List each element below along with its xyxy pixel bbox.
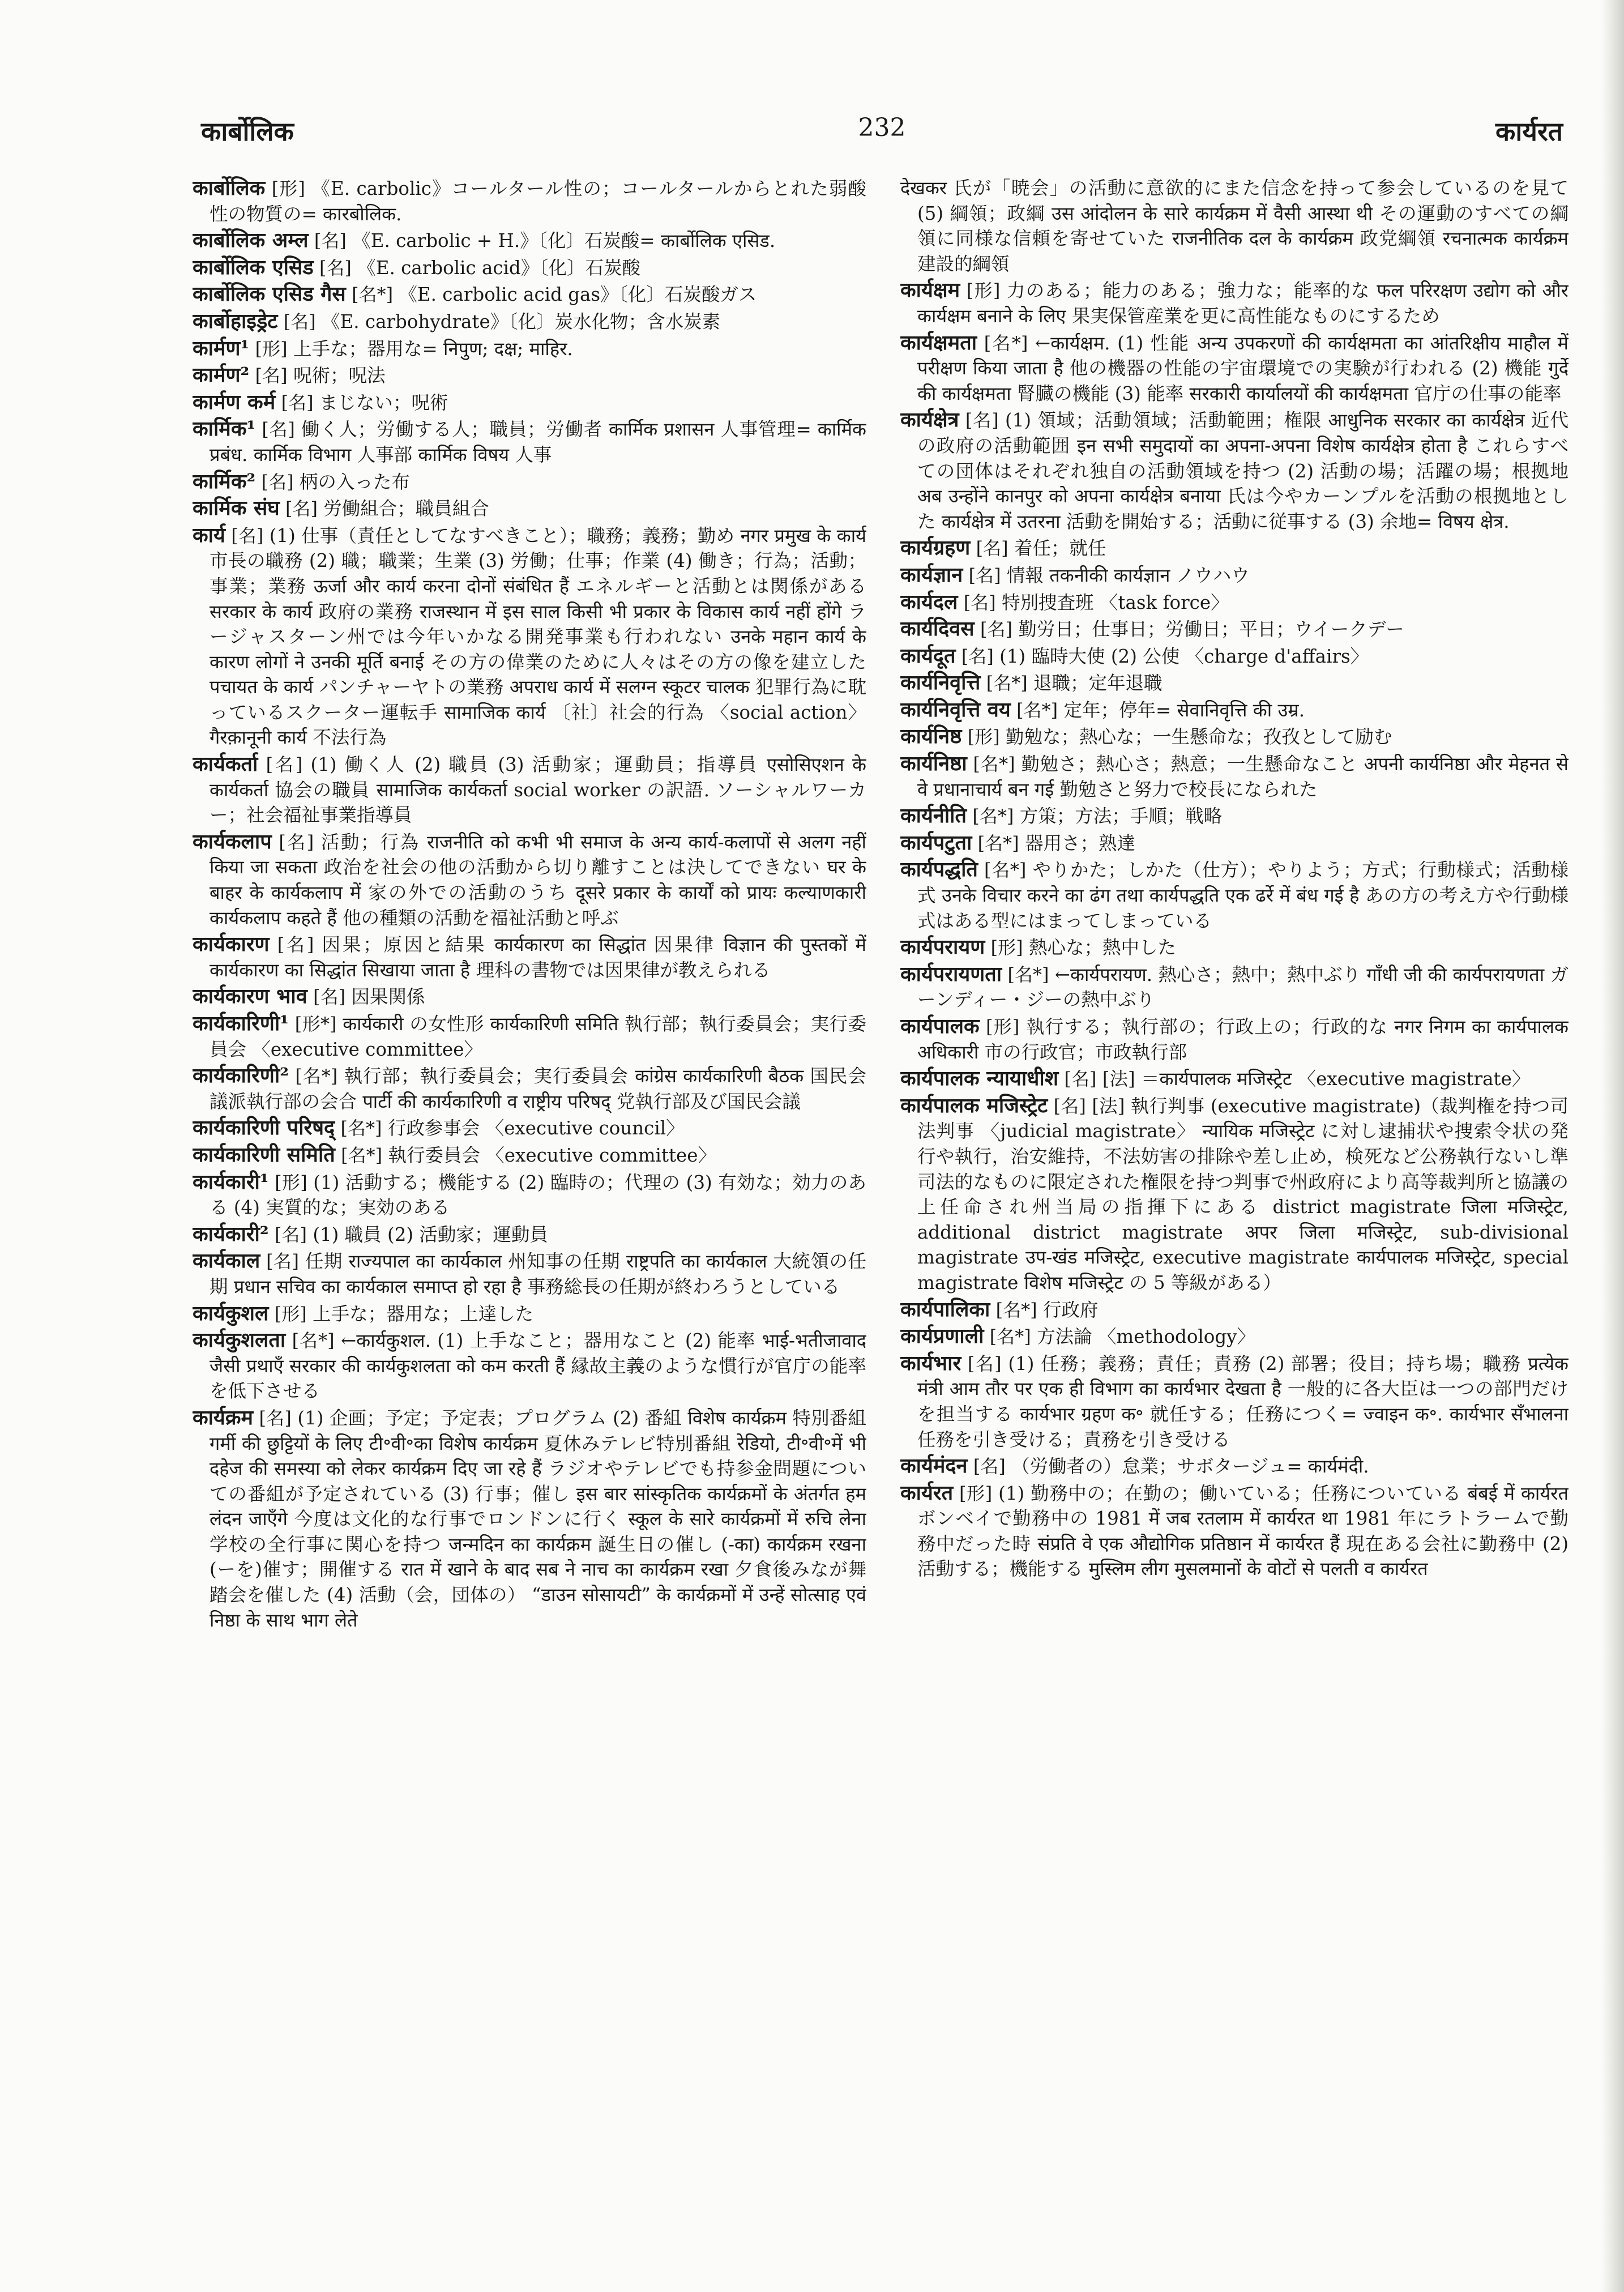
entry-definition: （労働者の）怠業；サボタージュ= कार्यमंदी.	[1011, 1456, 1369, 1478]
dictionary-entry	[193, 309, 866, 335]
dictionary-entry	[193, 496, 866, 522]
entry-headword: कार्यकुशल	[193, 1301, 269, 1325]
entry-grammar-tag: [名]	[973, 1456, 1006, 1478]
entry-grammar-tag: [名*]	[973, 753, 1015, 775]
dictionary-entry	[193, 1011, 866, 1062]
dictionary-entry	[900, 1297, 1569, 1323]
entry-definition: 勤勉さ；熱心さ；熱意；一生懸命なこと अपनी कार्यनिष्ठा और मेहनत से वे प्रधानाचार्य बन गई 勤勉さと努力で校長になられた	[917, 753, 1569, 800]
entry-grammar-tag: [形]	[990, 937, 1023, 959]
page-number: 232	[858, 113, 906, 142]
entry-definition: (1) 職員 (2) 活動家；運動員	[313, 1223, 548, 1245]
entry-headword: कार्यकारिणी परिषद्	[193, 1116, 335, 1140]
dictionary-entry	[900, 176, 1569, 276]
header-last-word: कार्यरत	[1495, 116, 1563, 147]
entry-grammar-tag: [名]	[1064, 1068, 1097, 1090]
entry-definition: 定年；停年= सेवानिवृत्ति की उम्र.	[1063, 699, 1305, 721]
dictionary-entry	[900, 670, 1569, 696]
entry-grammar-tag: [名*]	[341, 1144, 383, 1166]
dictionary-entry	[193, 1248, 866, 1299]
entry-definition: [法] ＝कार्यपालक मजिस्ट्रेट 〈executive magistrate〉	[1102, 1068, 1531, 1090]
entry-definition: 《E. carbohydrate》〔化〕炭水化物；含水炭素	[322, 310, 720, 332]
entry-definition: 勤勉な；熱心な；一生懸命な；孜孜として励む	[1006, 726, 1392, 748]
entry-definition: 特別捜査班 〈task force〉	[1002, 591, 1229, 613]
dictionary-entry	[193, 228, 866, 254]
entry-definition: (1) 企画；予定；予定表；プログラム (2) 番組 विशेष कार्यक्रम 特別番組 गर्मी की छुट्टियों के लिए टी॰वी॰का विशेष कार्यक्रम 夏休みテレビ特別番組 रेडियो, टी॰वी॰में भी दहेज की समस्या को लेकर कार्यक्रम दिए जा रहे हैं ラジオやテレビでも持参金問題についての番組が予定されている (3) 行事；催し इस बार सांस्कृतिक कार्यक्रमों के अंतर्गत हम लंदन जाएँगे 今度は文化的な行事でロンドンに行く स्कूल के सारे कार्यक्रमों में रुचि लेना 学校の全行事に関心を持つ जन्मदिन का कार्यक्रम 誕生日の催し (-का) कार्यक्रम रखना (ーを)催す；開催する रात में खाने के बाद सब ने नाच का कार्यक्रम रखा 夕食後みなが舞踏会を催した (4) 活動（会，団体の） “डाउन सोसायटी” के कार्यक्रमों में उन्हें सोत्साह एवं निष्ठा के साथ भाग लेते	[210, 1407, 866, 1631]
dictionary-entry	[193, 390, 866, 416]
entry-headword: कार्मण कर्म	[193, 390, 276, 414]
entry-definition: 熱心な；熱中した	[1028, 937, 1176, 959]
entry-grammar-tag: [名]	[967, 1352, 1002, 1375]
entry-grammar-tag: [形]	[274, 1303, 307, 1325]
entry-definition: 上手な；器用な= निपुण; दक्ष; माहिर.	[293, 338, 573, 360]
entry-headword: कार्यदिवस	[900, 617, 975, 641]
entry-headword: कार्यकाल	[193, 1249, 260, 1273]
entry-headword: कार्यभार	[900, 1351, 961, 1375]
entry-definition: 労働組合；職員組合	[323, 498, 489, 520]
entry-headword: कार्यज्ञान	[900, 562, 963, 587]
entry-headword: कार्यरत	[900, 1480, 954, 1505]
entry-grammar-tag: [名*]	[984, 859, 1027, 881]
entry-definition: 《E. carbolic》コールタール性の；コールタールからとれた弱酸性の物質の= कारबोलिक.	[210, 178, 866, 225]
dictionary-entry	[193, 416, 866, 467]
entry-definition: 行政府	[1043, 1299, 1099, 1321]
dictionary-entry	[900, 697, 1569, 723]
entry-headword: कार्यकारी¹	[193, 1170, 269, 1194]
entry-definition: 器用さ；熟達	[1024, 832, 1135, 854]
entry-headword: कार्यपालक न्यायाधीश	[900, 1066, 1059, 1091]
dictionary-entry	[193, 176, 866, 227]
entry-grammar-tag: [名*]	[986, 672, 1028, 694]
entry-headword: कार्यक्रम	[193, 1405, 254, 1429]
dictionary-entry	[193, 1301, 866, 1327]
entry-grammar-tag: [名]	[285, 498, 318, 520]
entry-definition: 《E. carbolic acid》〔化〕石炭酸	[357, 257, 640, 279]
entry-grammar-tag: [名]	[279, 831, 314, 853]
dictionary-entry	[900, 278, 1569, 328]
entry-grammar-tag: [名]	[274, 1223, 307, 1245]
entry-headword: कार्बोलिक एसिड	[193, 255, 314, 279]
entry-headword: कार्बोलिक एसिड गैस	[193, 282, 346, 306]
dictionary-entry	[900, 562, 1569, 588]
entry-headword: कार्मिक²	[193, 469, 256, 493]
entry-definition: (1) 仕事（責任としてなすべきこと）；職務；義務；勤め नगर प्रमुख के कार्य 市長の職務 (2) 職；職業；生業 (3) 労働；仕事；作業 (4) 働き；行為；活動；事業；業務 ऊर्जा और कार्य करना दोनों संबंधित हैं エネルギーと活動とは関係がある सरकार के कार्य 政府の業務 राजस्थान में इस साल किसी भी प्रकार के विकास कार्य नहीं होंगे ラージャスターン州では今年いかなる開発事業も行われない उनके महान कार्य के कारण लोगों ने उनकी मूर्ति बनाई その方の偉業のために人々はその方の像を建立した पचायत के कार्य パンチャーヤトの業務 अपराध कार्य में सलग्न स्कूटर चालक 犯罪行為に耽っているスクーター運転手 सामाजिक कार्य 〔社〕社会的行為 〈social action〉 गैरक़ानूनी कार्य 不法行為	[210, 524, 866, 749]
entry-headword: कार्य	[193, 523, 225, 547]
entry-definition: 《E. carbolic + H.》〔化〕石炭酸= कार्बोलिक एसिड.	[352, 230, 776, 252]
entry-grammar-tag: [名]	[1053, 1095, 1086, 1117]
entry-definition: 因果；原因と結果 कार्यकारण का सिद्धांत 因果律 विज्ञान की पुस्तकों में कार्यकारण का सिद्धांत सिखाया जाता है 理科の書物では因果律が教えられる	[210, 934, 866, 981]
entry-definition: 《E. carbolic acid gas》〔化〕石炭酸ガス	[399, 284, 757, 306]
entry-grammar-tag: [名*]	[292, 1330, 335, 1352]
entry-headword: कार्यकारण	[193, 932, 270, 957]
entry-headword: कार्यपालिका	[900, 1297, 990, 1321]
entry-grammar-tag: [名*]	[1016, 699, 1058, 721]
entry-grammar-tag: [名*]	[352, 284, 394, 306]
entry-definition: 執行委員会 〈executive committee〉	[388, 1144, 716, 1166]
dictionary-entry	[193, 523, 866, 750]
entry-headword: कार्यनिवृत्ति वय	[900, 697, 1011, 722]
dictionary-entry	[193, 1222, 866, 1248]
dictionary-entry	[193, 829, 866, 931]
entry-headword: कार्यग्रहण	[900, 536, 971, 560]
entry-definition: 勤労日；仕事日；労働日；平日；ウイークデー	[1018, 618, 1404, 641]
entry-definition: 行政参事会 〈executive council〉	[387, 1117, 685, 1139]
entry-headword: कार्यनिवृत्ति	[900, 671, 981, 695]
dictionary-entry	[193, 1405, 866, 1633]
entry-grammar-tag: [名]	[965, 409, 999, 432]
entry-grammar-tag: [形*]	[294, 1013, 337, 1035]
entry-grammar-tag: [名*]	[340, 1117, 382, 1139]
entry-headword: कार्बोलिक	[193, 176, 266, 200]
entry-grammar-tag: [名]	[255, 365, 288, 387]
entry-grammar-tag: [名*]	[995, 1299, 1037, 1321]
dictionary-entry	[900, 1324, 1569, 1350]
entry-grammar-tag: [形]	[967, 726, 1000, 748]
entry-definition: ←कार्यकुशल. (1) 上手なこと；器用なこと (2) 能率 भाई-भतीजावाद जैसी प्रथाएँ सरकार की कार्यकुशलता को कम करती हैं 縁故主義のような慣行が官庁の能率を低下させる	[210, 1330, 866, 1402]
entry-headword: कार्मण²	[193, 363, 250, 387]
entry-grammar-tag: [名]	[277, 934, 314, 956]
entry-definition: 活動；行為 राजनीति को कभी भी समाज के अन्य कार्य-कलापों से अलग नहीं किया जा सकता 政治を社会の他の活動から切り離すことは決してできない घर के बाहर के कार्यकलाप में 家の外での活動のうち दूसरे प्रकार के कार्यों को प्रायः कल्याणकारी कार्यकलाप कहते हैं 他の種類の活動を福祉活動と呼ぶ	[210, 831, 866, 929]
entry-definition: 働く人；労働する人；職員；労働者 कार्मिक प्रशासन 人事管理= कार्मिक प्रबंध. कार्मिक विभाग 人事部 कार्मिक विषय 人事	[210, 419, 866, 466]
entry-definition: 執行する；執行部の；行政上の；行政的な नगर निगम का कार्यपालक अधिकारी 市の行政官；市政執行部	[917, 1016, 1569, 1063]
entry-headword: कार्यपरायणता	[900, 962, 1002, 986]
entry-grammar-tag: [名]	[980, 618, 1012, 641]
dictionary-entry	[900, 535, 1569, 561]
entry-definition: (1) 臨時大使 (2) 公使 〈charge d'affairs〉	[999, 645, 1369, 667]
entry-headword: कार्यनिष्ठ	[900, 724, 962, 749]
entry-grammar-tag: [名]	[259, 1407, 292, 1429]
dictionary-entry	[193, 469, 866, 495]
entry-definition: (1) 勤務中の；在勤の；働いている；任務についている बंबई में कार्यरत ボンベイで勤務中の 1981 में जब रतलाम में कार्यरत था 1981 年にラトラームで勤務中だった時 संप्रति वे एक औद्योगिक प्रतिष्ठान में कार्यरत हैं 現在ある会社に勤務中 (2) 活動する；機能する मुस्लिम लीग मुसलमानों के वोटों से पलती व कार्यरत	[917, 1482, 1569, 1580]
entry-headword: कार्यदल	[900, 590, 958, 614]
entry-headword: कार्मिक¹	[193, 417, 256, 441]
right-column	[900, 176, 1569, 2243]
entry-headword: कार्मिक संघ	[193, 496, 280, 520]
entry-headword: कार्यमंदन	[900, 1454, 968, 1478]
entry-headword: कार्यपालक मजिस्ट्रेट	[900, 1093, 1048, 1117]
entry-definition: ←कार्यपरायण. 熱心さ；熱中；熱中ぶり गाँधी जी की कार्यपरायणता ガーンディー・ジーの熱中ぶり	[917, 963, 1569, 1011]
entry-headword: कार्यकुशलता	[193, 1328, 286, 1352]
dictionary-entry	[193, 1115, 866, 1141]
entry-grammar-tag: [名]	[283, 310, 316, 332]
dictionary-entry	[900, 590, 1569, 616]
entry-headword: कार्यकलाप	[193, 829, 272, 853]
dictionary-entry	[193, 1142, 866, 1168]
entry-grammar-tag: [名]	[968, 564, 1001, 586]
entry-grammar-tag: [形]	[986, 1016, 1020, 1038]
entry-definition: 着任；就任	[1014, 537, 1106, 560]
dictionary-entry	[193, 1328, 866, 1404]
dictionary-entry	[900, 1480, 1569, 1582]
dictionary-entry	[193, 932, 866, 983]
entry-grammar-tag: [名*]	[984, 332, 1028, 354]
entry-grammar-tag: [形]	[966, 280, 1001, 302]
dictionary-entry	[900, 1093, 1569, 1296]
dictionary-entry	[900, 934, 1569, 961]
entry-grammar-tag: [形]	[959, 1482, 993, 1504]
entry-headword: कार्यनीति	[900, 804, 967, 828]
entry-definition: 呪術；呪法	[293, 365, 386, 387]
entry-definition: ←कार्यक्षम. (1) 性能 अन्य उपकरणों की कार्यक्षमता का आंतरिक्षीय माहौल में परीक्षण किया जाता है 他の機器の性能の宇宙環境での実験が行われる (2) 機能 गुर्दे की कार्यक्षमता 腎臓の機能 (3) 能率 सरकारी कार्यालयों की कार्यक्षमता 官庁の仕事の能率	[917, 332, 1569, 404]
entry-grammar-tag: [名]	[262, 419, 295, 441]
entry-headword: कार्यनिष्ठा	[900, 752, 967, 776]
entry-headword: कार्यक्षम	[900, 278, 960, 302]
dictionary-entry	[900, 962, 1569, 1013]
entry-grammar-tag: [名]	[231, 524, 264, 547]
dictionary-entry	[900, 330, 1569, 407]
entry-definition: やりかた；しかた（仕方）；やりよう；方式；行動様式；活動様式 उनके विचार करने का ढंग तथा कार्यपद्धति एक ढर्रे में बंध गई है あの方の考え方や行動様式はある型にはまってしまっている	[917, 859, 1569, 932]
entry-headword: कार्यकारण भाव	[193, 984, 307, 1009]
dictionary-entry	[193, 281, 866, 308]
dictionary-entry	[900, 1014, 1569, 1065]
entry-definition: 方策；方法；手順；戦略	[1019, 805, 1223, 827]
dictionary-entry	[900, 643, 1569, 669]
entry-definition: 力のある；能力のある；強力な；能率的な फल परिरक्षण उद्योग को और कार्यक्षम बनाने के लिए 果実保管産業を更に高性能なものにするため	[917, 280, 1569, 327]
entry-headword: कार्यपद्धति	[900, 857, 978, 882]
entry-grammar-tag: [名]	[963, 591, 996, 613]
entry-grammar-tag: [名*]	[972, 805, 1014, 827]
dictionary-entry	[193, 1170, 866, 1220]
entry-headword: कार्यकारिणी समिति	[193, 1142, 335, 1167]
entry-grammar-tag: [名*]	[1007, 963, 1049, 985]
entry-grammar-tag: [形]	[275, 1171, 307, 1193]
entry-headword: कार्यपटुता	[900, 830, 972, 855]
dictionary-entry	[193, 984, 866, 1010]
entry-headword: कार्यपालक	[900, 1014, 980, 1038]
dictionary-entry	[193, 362, 866, 389]
page-header	[201, 113, 1563, 159]
dictionary-entry	[900, 830, 1569, 856]
dictionary-entry	[900, 1066, 1569, 1092]
entry-grammar-tag: [名]	[266, 754, 303, 776]
entry-definition: 柄の入った布	[299, 471, 410, 493]
entry-grammar-tag: [名*]	[295, 1065, 338, 1087]
left-column	[193, 176, 866, 2243]
entry-grammar-tag: [名]	[314, 230, 347, 252]
dictionary-entry	[900, 1453, 1569, 1479]
entry-grammar-tag: [形]	[255, 338, 288, 360]
entry-grammar-tag: [形]	[271, 178, 305, 199]
entry-definition: 情報 तकनीकी कार्यज्ञान ノウハウ	[1006, 564, 1250, 586]
entry-definition: देखकर 氏が「暁会」の活動に意欲的にまた信念を持って参会しているのを見て (5) 綱領；政綱 उस आंदोलन के सारे कार्यक्रम में वैसी आस्था थी その運動のすべての綱領に同様な信頼を寄せていた राजनीतिक दल के कार्यक्रम 政党綱領 रचनात्मक कार्यक्रम 建設的綱領	[900, 177, 1569, 275]
entry-definition: (1) 領域；活動領域；活動範囲；権限 आधुनिक सरकार का कार्यक्षेत्र 近代の政府の活動範囲 इन सभी समुदायों का अपना-अपना विशेष कार्यक्षेत्र होता है これらすべての団体はそれぞれ独自の活動領域を持つ (2) 活動の場；活躍の場；根拠地 अब उन्होंने कानपुर को अपना कार्यक्षेत्र बनाया 氏は今やカーンプルを活動の根拠地とした कार्यक्षेत्र में उतरना 活動を開始する；活動に従事する (3) 余地= विषय क्षेत्र.	[917, 409, 1569, 532]
entry-headword: कार्यकारिणी²	[193, 1064, 289, 1088]
entry-headword: कार्यकारिणी¹	[193, 1011, 289, 1035]
entry-headword: कार्मण¹	[193, 336, 250, 360]
entry-grammar-tag: [名*]	[977, 832, 1019, 854]
entry-definition: (1) 働く人 (2) 職員 (3) 活動家；運動員；指導員 एसोसिएशन के कार्यकर्ता 協会の職員 सामाजिक कार्यकर्ता social worker の訳語. ソーシャルワーカー；社会福祉事業指導員	[210, 754, 866, 826]
entry-definition: (1) 活動する；機能する (2) 臨時の；代理の (3) 有効な；効力のある (4) 実質的な；実効のある	[210, 1171, 866, 1219]
dictionary-entry	[193, 255, 866, 281]
entry-headword: कार्यक्षमता	[900, 330, 977, 355]
entry-definition: (1) 任務；義務；責任；責務 (2) 部署；役目；持ち場；職務 प्रत्येक मंत्री आम तौर पर एक ही विभाग का कार्यभार देखता है 一般的に各大臣は一つの部門だけを担当する कार्यभार ग्रहण क॰ 就任する；任務につく= ज्वाइन क॰. कार्यभार सँभालना 任務を引き受ける；責務を引き受ける	[917, 1352, 1569, 1450]
entry-headword: कार्यपरायण	[900, 935, 985, 959]
dictionary-entry	[193, 752, 866, 828]
header-first-word: कार्बोलिक	[201, 116, 294, 147]
entry-definition: 退職；定年退職	[1033, 672, 1163, 694]
entry-grammar-tag: [名]	[261, 471, 294, 493]
entry-headword: कार्यकारी²	[193, 1222, 269, 1246]
dictionary-entry	[900, 751, 1569, 802]
entry-headword: कार्यकर्ता	[193, 752, 258, 776]
entry-definition: 上手な；器用な；上達した	[313, 1303, 534, 1325]
entry-definition: まじない；呪術	[319, 391, 448, 413]
entry-definition: 因果関係	[351, 986, 425, 1008]
entry-grammar-tag: [名]	[961, 645, 994, 667]
dictionary-entry	[900, 724, 1569, 750]
entry-grammar-tag: [名]	[319, 257, 352, 279]
dictionary-entry	[193, 1063, 866, 1114]
dictionary-entry	[193, 336, 866, 362]
entry-headword: कार्यप्रणाली	[900, 1324, 984, 1348]
dictionary-entry	[900, 1351, 1569, 1452]
entry-definition: 方法論 〈methodology〉	[1037, 1326, 1256, 1348]
entry-definition: 執行部；執行委員会；実行委員会 कांग्रेस कार्यकारिणी बैठक 国民会議派執行部の会合 पार्टी की कार्यकारिणी व राष्ट्रीय परिषद् 党執行部及び国民会議	[210, 1065, 866, 1112]
entry-definition: 任期 राज्यपाल का कार्यकाल 州知事の任期 राष्ट्रपति का कार्यकाल 大統領の任期 प्रधान सचिव का कार्यकाल समाप्त हो रहा है 事務総長の任期が終わろうとしている	[210, 1250, 866, 1297]
entry-definition: [法] 執行判事 (executive magistrate)（裁判権を持つ司法判事 〈judicial magistrate〉 न्यायिक मजिस्ट्रेट に対し逮捕状や捜索令状の発行や執行，治安維持，不法妨害の排除や差し止め，検死など公務執行ないし準司法的なものに限定された権限を持つ判事で州政府により高等裁判所と協議の上任命され州当局の指揮下にある district magistrate जिला मजिस्ट्रेट, additional district magistrate अपर जिला मजिस्ट्रेट, sub-divisional magistrate उप-खंड मजिस्ट्रेट, executive magistrate कार्यपालक मजिस्ट्रेट, special magistrate विशेष मजिस्ट्रेट の 5 等級がある）	[917, 1095, 1569, 1294]
entry-headword: कार्बोलिक अम्ल	[193, 228, 309, 253]
entry-headword: कार्यदूत	[900, 643, 956, 668]
dictionary-entry	[900, 616, 1569, 642]
dictionary-entry	[900, 857, 1569, 933]
entry-headword: कार्यक्षेत्र	[900, 408, 959, 432]
entry-headword: कार्बोहाइड्रेट	[193, 309, 278, 333]
entry-definition: कार्यकारी の女性形 कार्यकारिणी समिति 執行部；執行委員会；実行委員会 〈executive committee〉	[210, 1013, 866, 1060]
entry-grammar-tag: [名*]	[989, 1326, 1031, 1348]
entry-grammar-tag: [名]	[313, 986, 346, 1008]
entry-grammar-tag: [名]	[266, 1250, 300, 1273]
page-edge-shadow	[1601, 0, 1624, 2292]
entry-grammar-tag: [名]	[976, 537, 1008, 560]
entry-grammar-tag: [名]	[281, 391, 314, 413]
dictionary-entry	[900, 803, 1569, 829]
dictionary-entry	[900, 407, 1569, 534]
